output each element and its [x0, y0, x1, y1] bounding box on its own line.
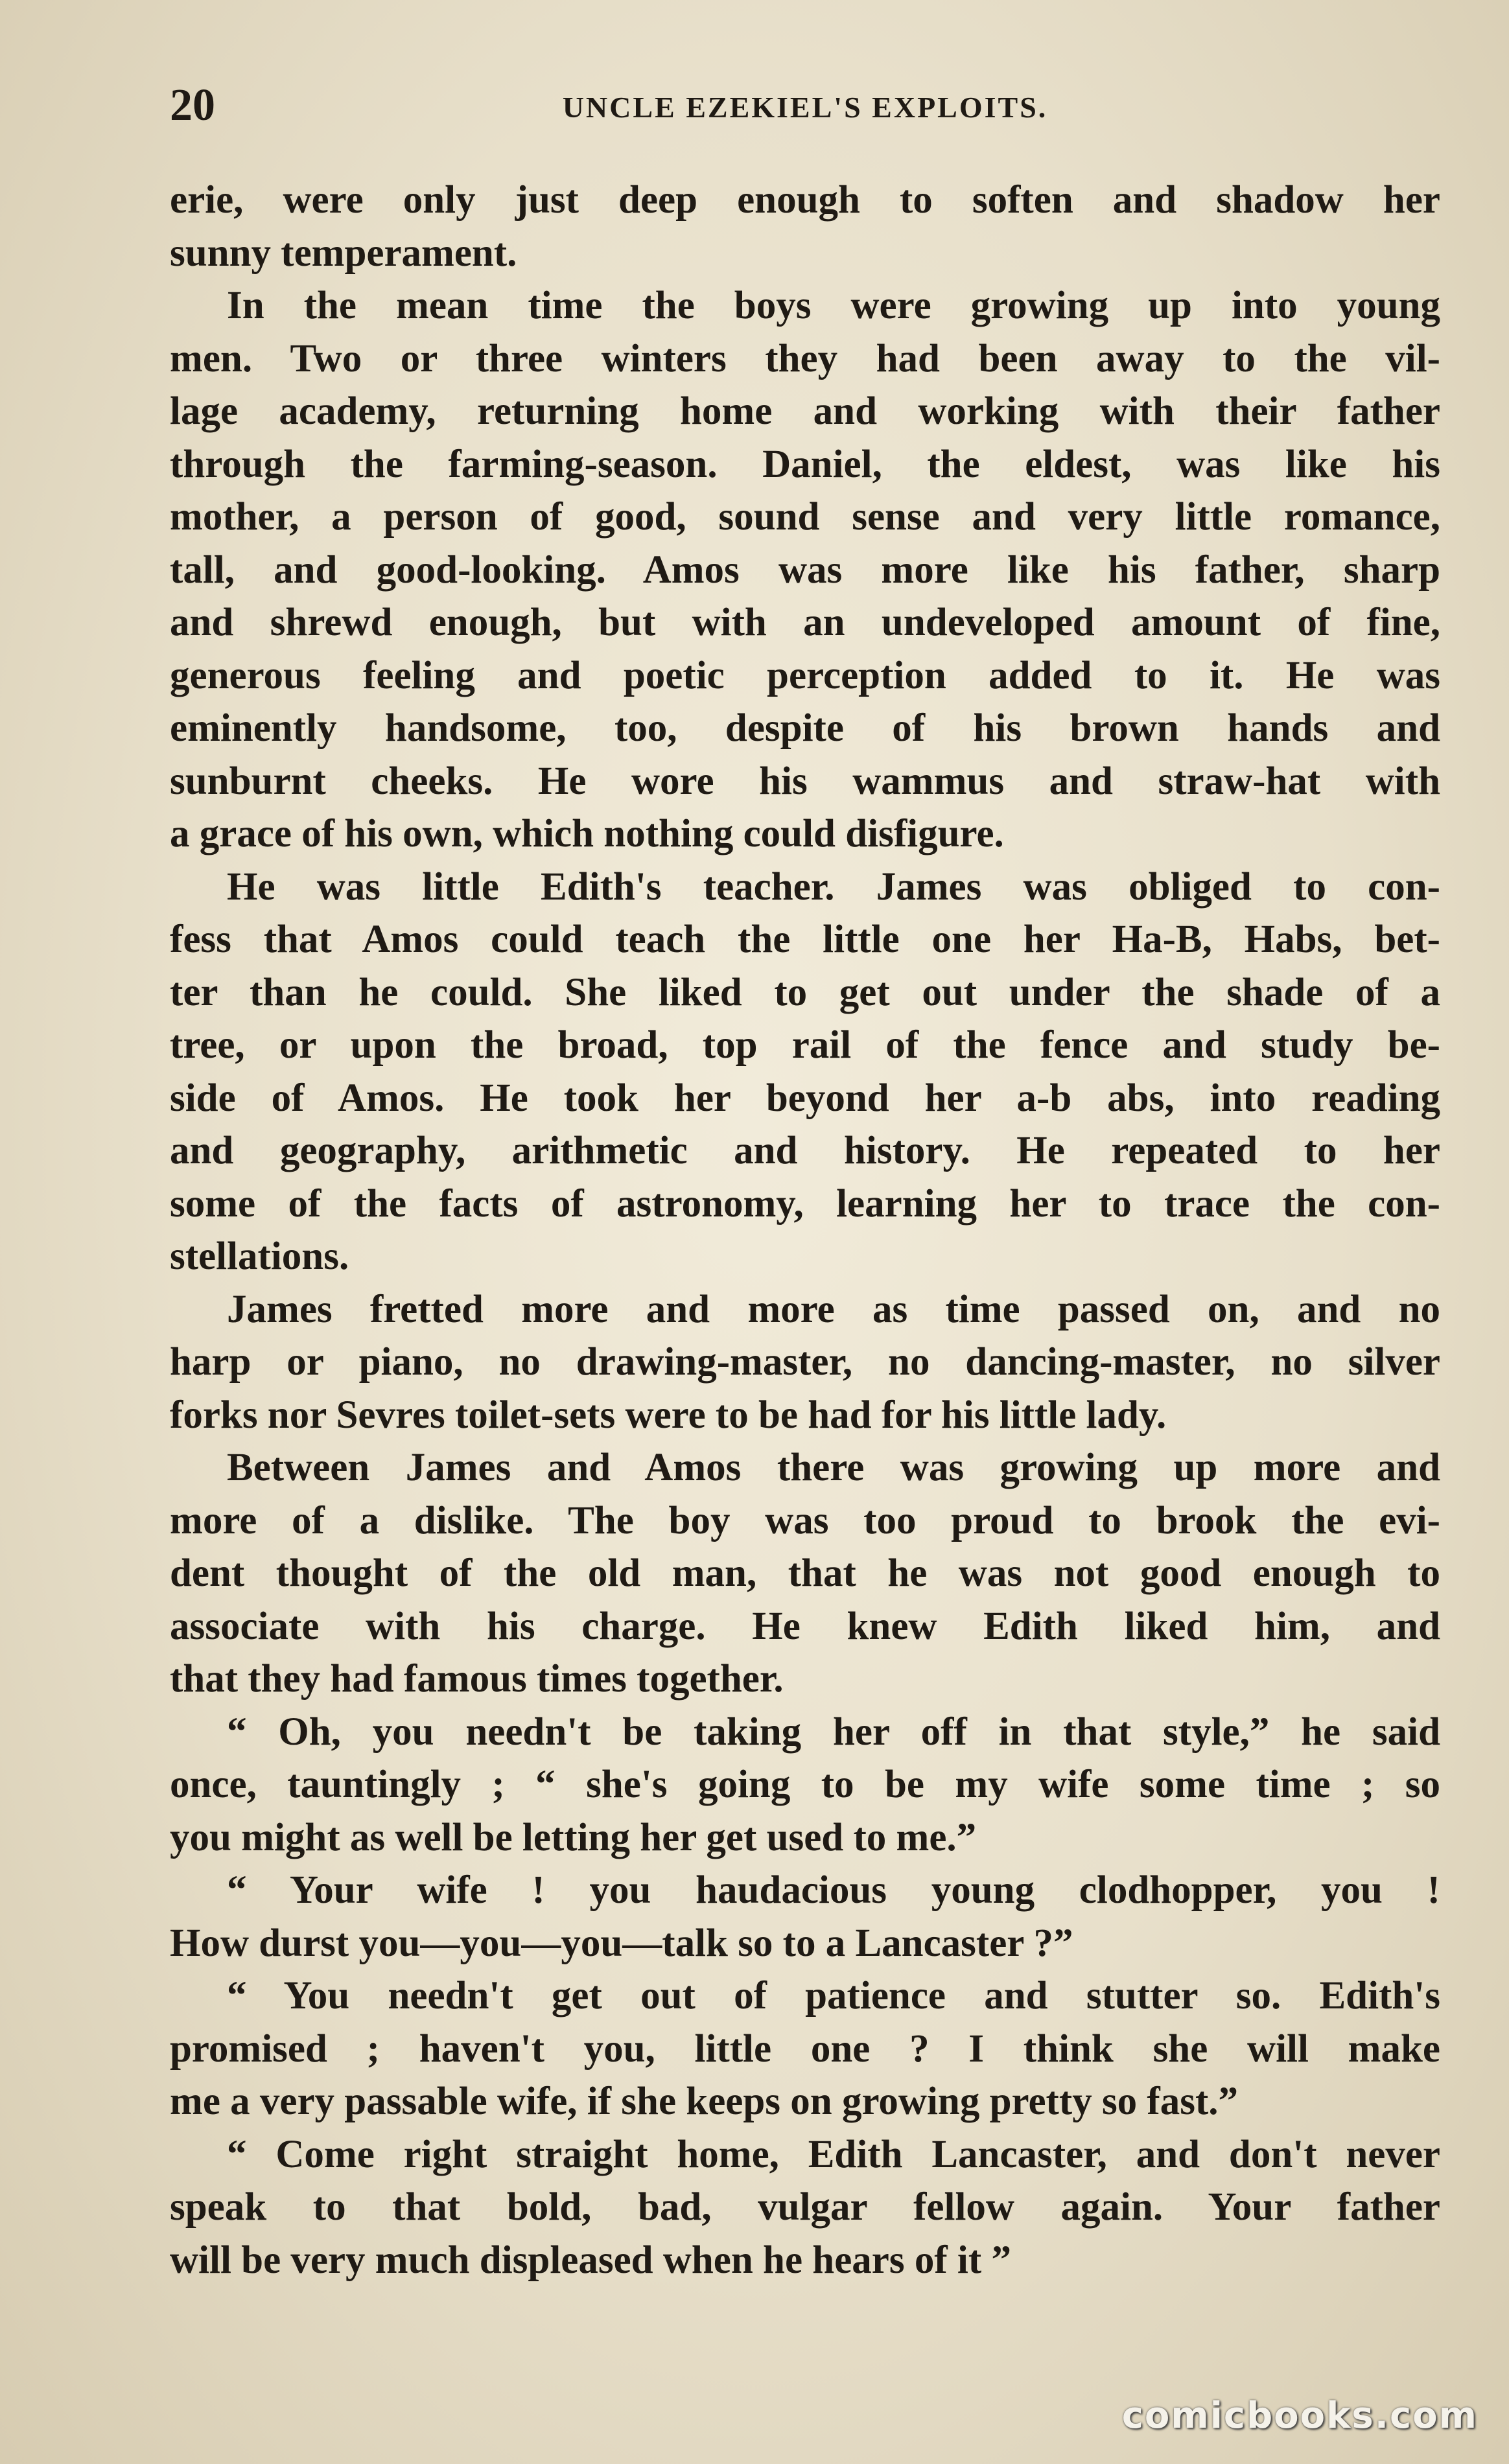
text-line: harp or piano, no drawing-master, no dancing-master, no silver: [170, 1340, 1440, 1384]
text-line: “ Come right straight home, Edith Lancaster, and don't never: [227, 2132, 1440, 2176]
text-line: dent thought of the old man, that he was not good enough to: [170, 1552, 1440, 1595]
text-line: men. Two or three winters they had been away to the vil-: [170, 336, 1440, 380]
running-title: UNCLE EZEKIEL'S EXPLOITS.: [562, 91, 1048, 124]
text-line: eminently handsome, too, despite of his brown hands and: [170, 706, 1440, 750]
text-line: generous feeling and poetic perception added to it. He was: [170, 653, 1440, 697]
page-number: 20: [170, 80, 215, 130]
text-line: tall, and good-looking. Amos was more like his father, sharp: [170, 548, 1440, 592]
text-line: speak to that bold, bad, vulgar fellow again. Your father: [170, 2185, 1440, 2229]
text-line: associate with his charge. He knew Edith liked him, and: [170, 1604, 1440, 1648]
text-line: ter than he could. She liked to get out under the shade of a: [170, 970, 1440, 1014]
text-line: promised ; haven't you, little one ? I think she will make: [170, 2027, 1440, 2071]
text-line: “ You needn't get out of patience and stutter so. Edith's: [227, 1974, 1440, 2017]
text-line: through the farming-season. Daniel, the eldest, was like his: [170, 442, 1440, 486]
text-line: How durst you—you—you—talk so to a Lancaster ?”: [170, 1921, 1073, 1965]
text-line: lage academy, returning home and working with their father: [170, 389, 1440, 433]
watermark-text: comicbooks.com: [1121, 2395, 1478, 2437]
text-line: Between James and Amos there was growing up more and: [227, 1446, 1440, 1489]
text-line: He was little Edith's teacher. James was obliged to con-: [227, 865, 1440, 909]
text-line: forks nor Sevres toilet-sets were to be had for his little lady.: [170, 1393, 1167, 1437]
text-line: mother, a person of good, sound sense and very little romance,: [170, 495, 1440, 539]
running-head: [170, 76, 1440, 135]
text-line: and geography, arithmetic and history. He repeated to her: [170, 1129, 1440, 1172]
text-line: side of Amos. He took her beyond her a-b abs, into reading: [170, 1076, 1440, 1120]
text-line: more of a dislike. The boy was too proud to brook the evi-: [170, 1498, 1440, 1542]
text-line: will be very much displeased when he hears of it ”: [170, 2238, 1011, 2282]
text-line: a grace of his own, which nothing could disfigure.: [170, 812, 1004, 855]
text-line: that they had famous times together.: [170, 1657, 784, 1701]
text-line: “ Oh, you needn't be taking her off in that style,” he said: [227, 1710, 1440, 1754]
text-line: James fretted more and more as time passed on, and no: [227, 1287, 1440, 1331]
text-line: some of the facts of astronomy, learning her to trace the con-: [170, 1181, 1440, 1226]
text-line: “ Your wife ! you haudacious young clodhopper, you !: [227, 1868, 1440, 1912]
text-line: fess that Amos could teach the little one her Ha-B, Habs, bet-: [170, 918, 1440, 961]
body-text: [170, 174, 1440, 2286]
text-line: and shrewd enough, but with an undeveloped amount of fine,: [170, 601, 1440, 644]
text-line: once, tauntingly ; “ she's going to be my wife some time ; so: [170, 1763, 1440, 1806]
text-line: erie, were only just deep enough to soften and shadow her: [170, 178, 1440, 222]
text-line: In the mean time the boys were growing up into young: [227, 284, 1440, 327]
text-line: you might as well be letting her get used to me.”: [170, 1815, 977, 1859]
text-line: tree, or upon the broad, top rail of the fence and study be-: [170, 1023, 1440, 1067]
text-line: sunburnt cheeks. He wore his wammus and straw-hat with: [170, 759, 1440, 803]
text-line: me a very passable wife, if she keeps on growing pretty so fast.”: [170, 2080, 1239, 2123]
text-line: sunny temperament.: [170, 231, 517, 275]
text-line: stellations.: [170, 1235, 349, 1278]
